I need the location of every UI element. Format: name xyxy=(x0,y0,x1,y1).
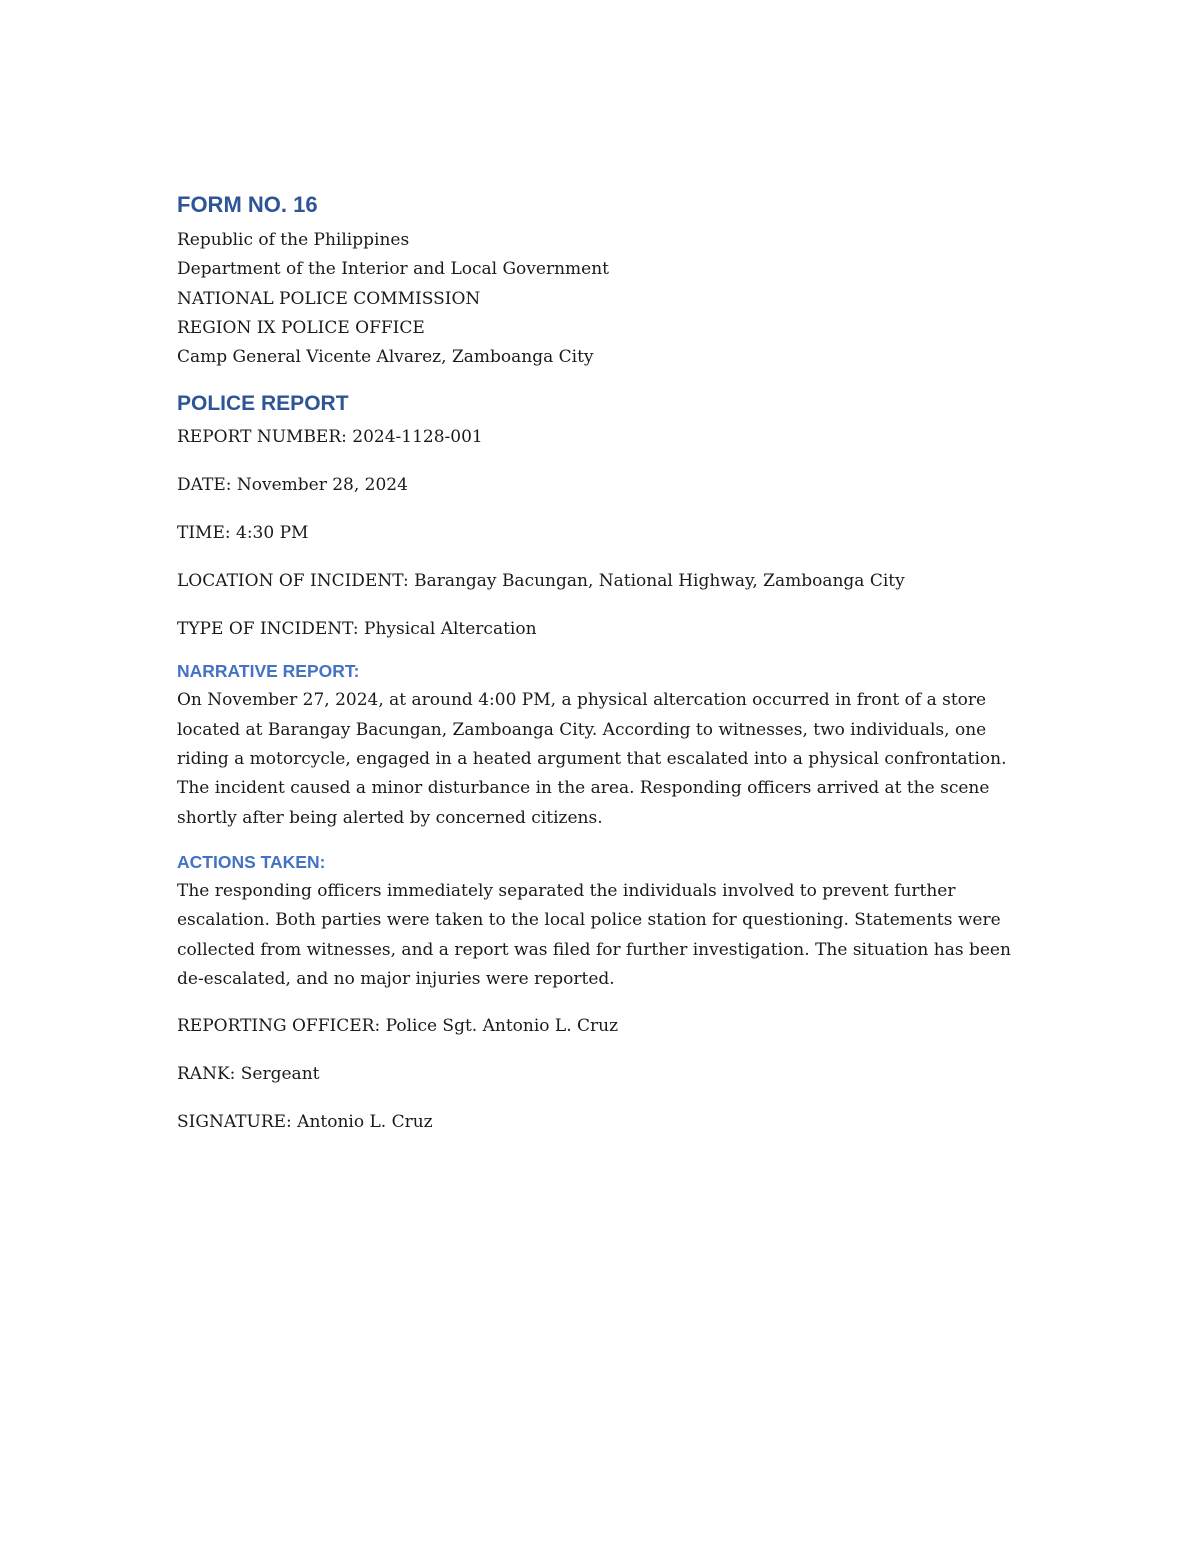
report-title: POLICE REPORT xyxy=(177,392,349,416)
header-line-commission: NATIONAL POLICE COMMISSION xyxy=(177,288,481,309)
actions-text: The responding officers immediately separated the individuals involved to prevent further escalation. Both parties were taken to the local police station for questioning. Statements were collected from witnesses, and a report was filed for further investigation. The situation has been de-escalated, and no major injuries were reported. xyxy=(177,880,1011,989)
header-line-camp: Camp General Vicente Alvarez, Zamboanga City xyxy=(177,347,594,368)
narrative-text: On November 27, 2024, at around 4:00 PM, a physical altercation occurred in front of a store located at Barangay Bacungan, Zamboanga City. According to witnesses, two individuals, one riding a motorcycle, engaged in a heated argument that escalated into a physical confrontation. The incident caused a minor disturbance in the area. Responding officers arrived at the scene shortly after being alerted by concerned citizens. xyxy=(177,690,1007,828)
report-date: DATE: November 28, 2024 xyxy=(177,475,408,496)
header-line-region: REGION IX POLICE OFFICE xyxy=(177,317,425,338)
officer-details xyxy=(177,1012,1037,1137)
officer-rank: RANK: Sergeant xyxy=(177,1064,320,1085)
agency-header xyxy=(177,226,1037,372)
actions-heading: ACTIONS TAKEN: xyxy=(177,851,326,872)
document-page xyxy=(177,190,1037,1137)
header-line-republic: Republic of the Philippines xyxy=(177,230,410,250)
header-line-department: Department of the Interior and Local Government xyxy=(177,259,609,280)
reporting-officer: REPORTING OFFICER: Police Sgt. Antonio L. Cruz xyxy=(177,1016,619,1037)
incident-type: TYPE OF INCIDENT: Physical Altercation xyxy=(177,619,537,640)
report-details xyxy=(177,423,1037,644)
report-number: REPORT NUMBER: 2024-1128-001 xyxy=(177,427,483,448)
officer-signature: SIGNATURE: Antonio L. Cruz xyxy=(177,1112,433,1133)
incident-location: LOCATION OF INCIDENT: Barangay Bacungan, National Highway, Zamboanga City xyxy=(177,571,905,592)
form-number-title: FORM NO. 16 xyxy=(177,192,318,217)
narrative-heading: NARRATIVE REPORT: xyxy=(177,661,360,682)
report-time: TIME: 4:30 PM xyxy=(177,523,309,544)
